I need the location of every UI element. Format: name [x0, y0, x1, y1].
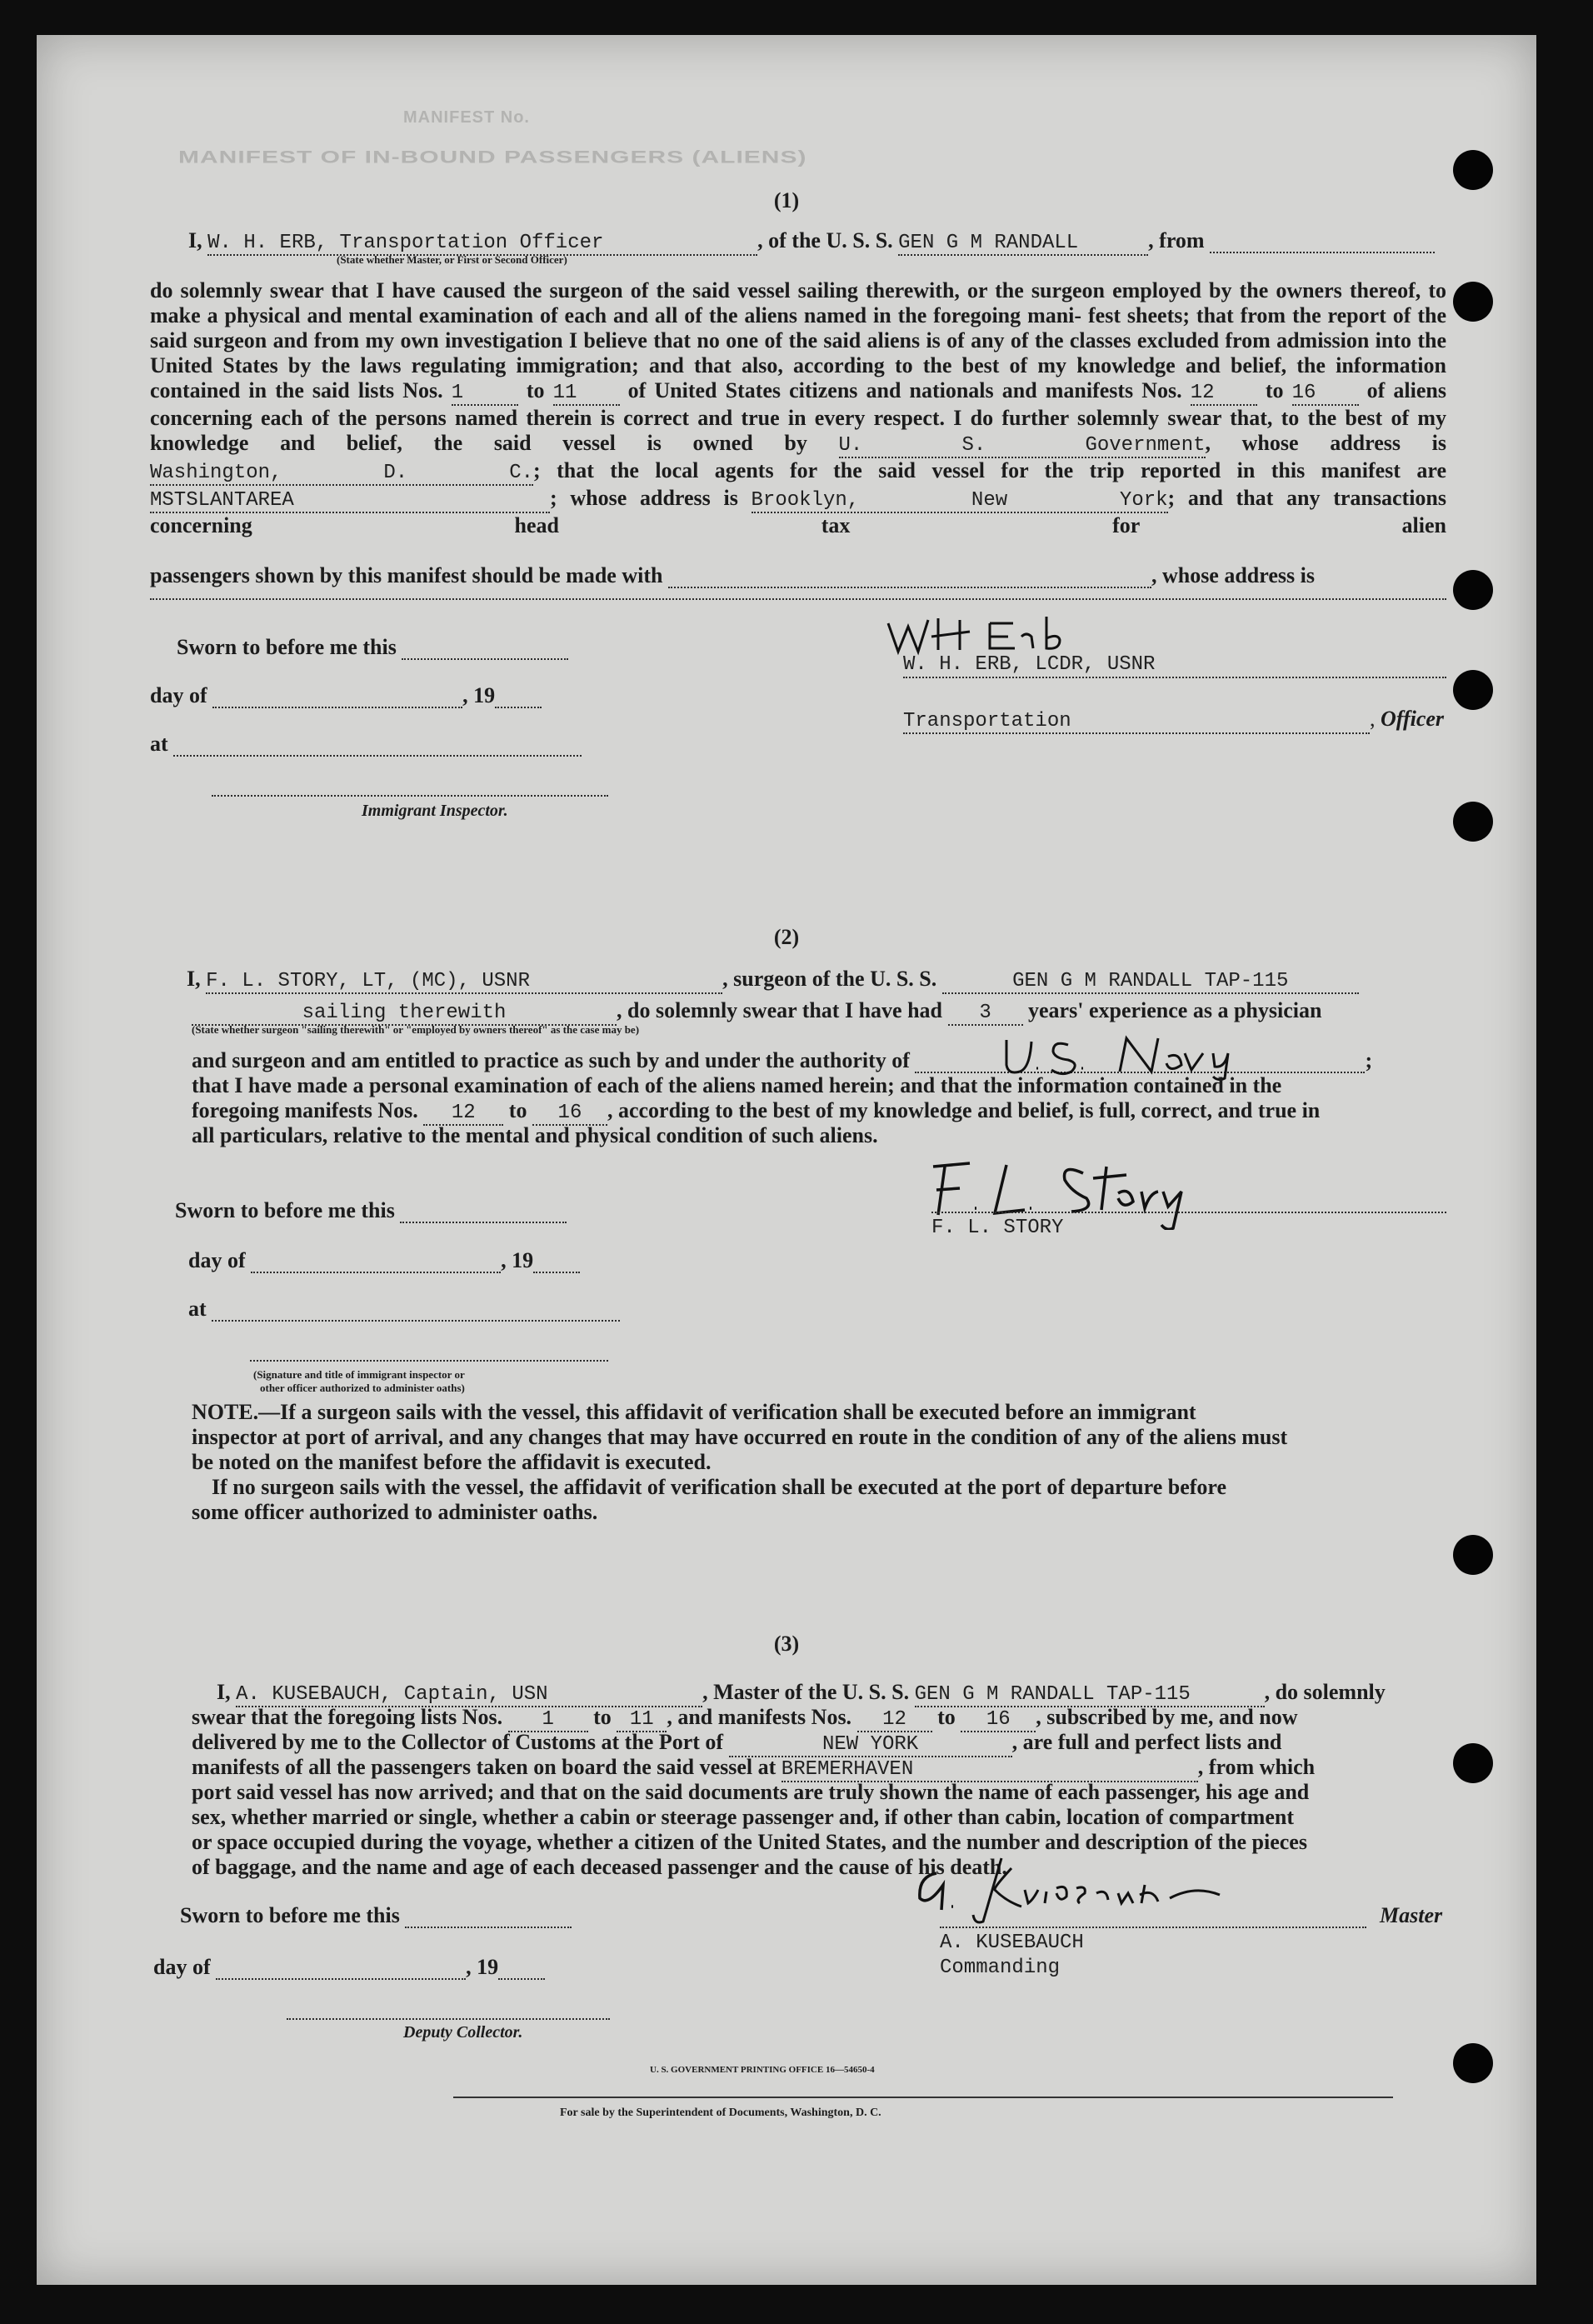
sailing-field: sailing therewith — [192, 1002, 617, 1026]
section-2-number: (2) — [773, 925, 800, 949]
faint-header-title: MANIFEST OF IN-BOUND PASSENGERS (ALIENS) — [178, 147, 807, 167]
inspector-line-1 — [212, 795, 608, 797]
section-3-lists-line: swear that the foregoing lists Nos. 1 to 11 , and manifests Nos. 12 to 16 , subscribed by me, and now — [192, 1705, 1298, 1731]
sig-note-2a: (Signature and title of immigrant inspector or — [253, 1368, 465, 1381]
binder-hole — [1453, 282, 1493, 322]
note-line-1: NOTE.—If a surgeon sails with the vessel, this affidavit of verification shall be executed before an immigrant — [192, 1400, 1196, 1424]
section-2-particulars-line: all particulars, relative to the mental and physical condition of such aliens. — [192, 1123, 878, 1147]
master-word: Master — [1380, 1903, 1443, 1927]
section-2-examination-line: that I have made a personal examination of each of the aliens named herein; and that the information contained in the — [192, 1073, 1282, 1097]
sworn-2-label: Sworn to before me this — [175, 1198, 567, 1223]
day-of-3-label: day of , 19 — [153, 1955, 545, 1980]
sworn-3-label: Sworn to before me this — [180, 1903, 572, 1928]
officer-title-line: Transportation , Officer — [903, 707, 1445, 732]
port-field: NEW YORK — [729, 1734, 1012, 1757]
signer-2-typed: F. L. STORY — [931, 1217, 1064, 1239]
signature-kusebauch — [903, 1852, 1236, 1927]
collector-label: Deputy Collector. — [403, 2023, 523, 2042]
sale-note: For sale by the Superintendent of Documents, Washington, D. C. — [560, 2107, 881, 2119]
section-1-paragraph: do solemnly swear that I have caused the surgeon of the said vessel sailing therewith, or the surgeon employed by the owners thereof, to make a physical and mental examination of each and all of the aliens named in the foregoing mani- fest sheets; that from the report of the said surgeon and from my own investigation I believe that no one of the said aliens is of any of the classes excluded from admission into the United States by the laws regulating immigration; and that also, according to the best of my knowledge and belief, the information contained in the said lists Nos. 1 to 11 of United States citizens and nationals and manifests Nos. 12 to 16 of aliens concerning each of the persons named therein is correct and true in every respect. I do further solemnly swear that, to the best of my knowledge and belief, the said vessel is owned by U. S. Government, whose address is Washington, D. C.; that the local agents for the said vessel for the trip reported in this manifest are MSTSLANTAREA ; whose address is Brooklyn, New York; and that any transactions concerning head tax for alien — [150, 278, 1446, 537]
section-2-authority-line: and surgeon and am entitled to practice as such by and under the authority of ; — [192, 1048, 1373, 1072]
at-2-label: at — [188, 1297, 620, 1322]
section-3-line-6: sex, whether married or single, whether a cabin or steerage passenger and, if other than cabin, location of compartment — [192, 1805, 1294, 1829]
binder-hole — [1453, 150, 1493, 190]
officer-name-field: W. H. ERB, Transportation Officer — [207, 232, 757, 256]
ship-name-3-field: GEN G M RANDALL TAP-115 — [915, 1684, 1265, 1707]
manifests-3-from-field: 12 — [857, 1709, 932, 1732]
day-of-2-label: day of , 19 — [188, 1248, 580, 1273]
section-3-from-line: manifests of all the passengers taken on board the said vessel at BREMERHAVEN , from which — [192, 1755, 1316, 1781]
section-3-line-8: of baggage, and the name and age of each deceased passenger and the cause of his death. — [192, 1855, 1007, 1879]
section-3-first-line: I, A. KUSEBAUCH, Captain, USN , Master of the U. S. S. GEN G M RANDALL TAP-115 , do solemnly — [217, 1680, 1386, 1706]
manifests-to-field: 16 — [1292, 382, 1359, 406]
ship-prefix-2: U. S. S. — [870, 967, 937, 991]
master-name-field: A. KUSEBAUCH, Captain, USN — [236, 1684, 702, 1707]
day-of-1-label: day of , 19 — [150, 683, 542, 708]
signer-3-line — [940, 1927, 1366, 1928]
ship-name-2-field: GEN G M RANDALL TAP-115 — [942, 971, 1359, 994]
agents-address-field: Brooklyn, New York — [751, 489, 1168, 512]
section-2-first-line: I, F. L. STORY, LT, (MC), USNR , surgeon of the U. S. S. GEN G M RANDALL TAP-115 — [187, 967, 1359, 994]
lists-to-field: 11 — [553, 382, 620, 406]
section-2-manifests-line: foregoing manifests Nos. 12 to 16 , according to the best of my knowledge and belief, is full, correct, and true in — [192, 1098, 1321, 1124]
binder-hole — [1453, 802, 1493, 842]
inspector-label-1: Immigrant Inspector. — [362, 802, 508, 820]
section-3-line-5: port said vessel has now arrived; and that on the said documents are truly shown the name of each passenger, his age and — [192, 1780, 1310, 1804]
officer-title-field: Transportation — [903, 711, 1370, 734]
lists-3-to-field: 11 — [617, 1709, 667, 1732]
note-line-2: inspector at port of arrival, and any changes that may have occurred en route in the condition of any of the aliens must — [192, 1425, 1288, 1449]
section-2-second-line: sailing therewith , do solemnly swear that I have had 3 years' experience as a physician — [192, 998, 1321, 1026]
signer-1-line — [903, 677, 1446, 678]
surgeon-name-field: F. L. STORY, LT, (MC), USNR — [206, 971, 722, 994]
manifests-2-to-field: 16 — [532, 1102, 607, 1126]
owner-address-field: Washington, D. C. — [150, 462, 533, 484]
binder-hole — [1453, 2043, 1493, 2083]
head-tax-field — [668, 565, 1151, 588]
section-1-first-line: I, W. H. ERB, Transportation Officer , of the U. S. S. GEN G M RANDALL , from — [188, 228, 1435, 256]
ship-prefix-3: U. S. S. — [841, 1680, 910, 1704]
lists-from-field: 1 — [452, 382, 518, 406]
sworn-1-label: Sworn to before me this — [177, 635, 568, 660]
signer-3-typed: A. KUSEBAUCH — [940, 1932, 1084, 1954]
at-1-label: at — [150, 732, 582, 757]
footer-rule — [453, 2097, 1393, 2098]
printing-office: U. S. GOVERNMENT PRINTING OFFICE 16—54650-4 — [650, 2065, 875, 2075]
section-3-number: (3) — [773, 1632, 800, 1656]
from-port-field — [1210, 230, 1435, 253]
years-field: 3 — [948, 1002, 1023, 1026]
manifests-3-to-field: 16 — [961, 1709, 1036, 1732]
signer-1-typed: W. H. ERB, LCDR, USNR — [903, 653, 1156, 676]
binder-hole — [1453, 1535, 1493, 1575]
note-line-5: some officer authorized to administer oaths. — [192, 1500, 598, 1524]
faint-header-sub: MANIFEST No. — [403, 108, 530, 127]
officer-note: (State whether Master, or First or Second Officer) — [337, 253, 567, 266]
manifests-2-from-field: 12 — [423, 1102, 503, 1126]
signer-2-line — [931, 1212, 1446, 1213]
note-line-4: If no surgeon sails with the vessel, the affidavit of verification shall be executed at the port of departure before — [212, 1475, 1227, 1499]
manifests-from-field: 12 — [1191, 382, 1257, 406]
section-3-port-line: delivered by me to the Collector of Customs at the Port of NEW YORK , are full and perfect lists and — [192, 1730, 1282, 1756]
from-port-3-field: BREMERHAVEN — [782, 1759, 1198, 1782]
address-line — [150, 598, 1446, 600]
collector-line — [287, 2018, 610, 2020]
signer-3-role: Commanding — [940, 1957, 1061, 1979]
ship-name-field: GEN G M RANDALL — [898, 232, 1148, 256]
lists-3-from-field: 1 — [508, 1709, 588, 1732]
ship-prefix: U. S. S. — [826, 228, 893, 252]
owner-field: U. S. Government — [838, 434, 1206, 457]
officer-word: Officer — [1381, 707, 1445, 731]
binder-hole — [1453, 1743, 1493, 1783]
sailing-note: (State whether surgeon "sailing therewith" or "employed by owners thereof" as the case may be) — [192, 1023, 640, 1036]
section-3-line-7: or space occupied during the voyage, whether a citizen of the United States, and the number and description of the pieces — [192, 1830, 1307, 1854]
section-1-last-line: passengers shown by this manifest should be made with , whose address is — [150, 563, 1315, 587]
note-line-3: be noted on the manifest before the affidavit is executed. — [192, 1450, 712, 1474]
binder-hole — [1453, 670, 1493, 710]
section-1-number: (1) — [773, 188, 800, 212]
inspector-line-2 — [250, 1360, 608, 1362]
sig-note-2b: other officer authorized to administer oaths) — [260, 1382, 465, 1394]
binder-hole — [1453, 570, 1493, 610]
manifest-page — [37, 35, 1536, 2285]
agents-field: MSTSLANTAREA — [150, 490, 550, 513]
